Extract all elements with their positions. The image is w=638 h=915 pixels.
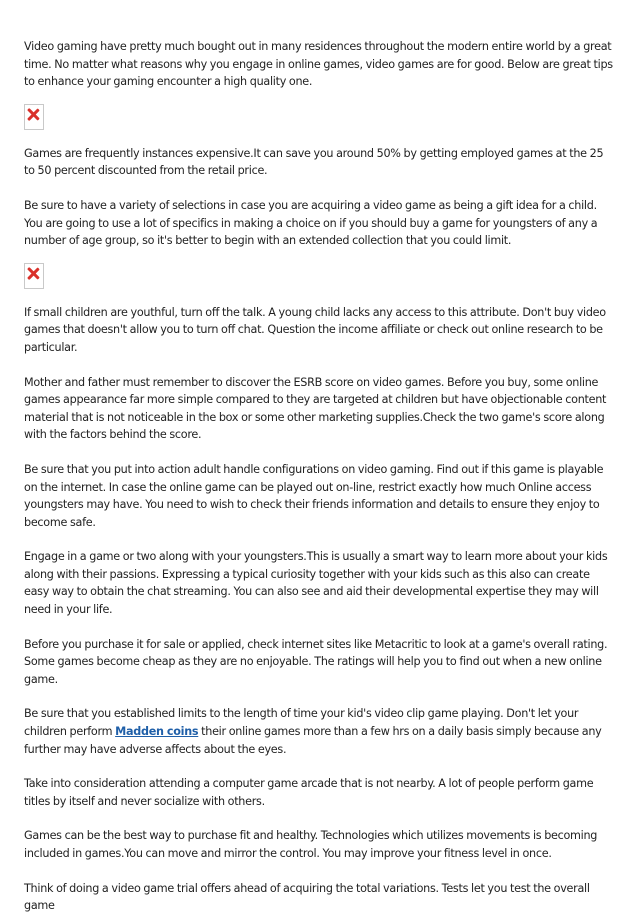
spacer	[24, 758, 616, 775]
spacer	[24, 810, 616, 827]
spacer	[24, 531, 616, 548]
paragraph-10: Take into consideration attending a computer game arcade that is not nearby. A lot of people perform game titles by itself and never socialize with others.	[24, 777, 594, 808]
paragraph-12: Think of doing a video game trial offers ahead of acquiring the total variations. Tests let you test the overall game	[24, 881, 590, 913]
broken-image-icon	[27, 267, 40, 280]
spacer	[24, 250, 616, 263]
spacer	[24, 131, 616, 145]
spacer	[24, 180, 616, 197]
broken-image-1	[24, 104, 44, 130]
madden-coins-link[interactable]: Madden coins	[115, 725, 199, 739]
paragraph-9-text-after: their online games more than a few hrs on a daily basis simply because any further may have adverse affects about the eyes.	[24, 725, 602, 756]
paragraph-5: Mother and father must remember to discover the ESRB score on video games. Before you buy, some online games appearance far more simple compared to they are targeted at children but have objectionable content material that is not noticeable in the box or some other marketing supplies.Check the two game's score along with the factors behind the score.	[24, 375, 607, 442]
paragraph-7: Engage in a game or two along with your youngsters.This is usually a smart way to learn more about your kids along with their passions. Expressing a typical curiosity together with your kids such as this also can create easy way to obtain the chat streaming. You can also see and aid their developmental expertise they may will need in your life.	[24, 550, 608, 617]
broken-image-icon	[27, 108, 40, 121]
paragraph-2: Games are frequently instances expensive.It can save you around 50% by getting employed games at the 25 to 50 percent discounted from the retail price.	[24, 146, 604, 178]
paragraph-1: Video gaming have pretty much bought out in many residences throughout the modern entire world by a great time. No matter what reasons why you engage in online games, video games are for good. Below are great tips to enhance your gaming encounter a high quality one.	[24, 40, 613, 89]
spacer	[24, 444, 616, 461]
paragraph-8: Before you purchase it for sale or applied, check internet sites like Metacritic to look at a game's overall rating. Some games become cheap as they are no enjoyable. The ratings will help you to find out when a new online game.	[24, 637, 608, 686]
paragraph-9-text-before: Be sure that you established limits to the length of time your kid's video clip game playing. Don't let your children perform	[24, 707, 579, 739]
paragraph-4: If small children are youthful, turn off the talk. A young child lacks any access to this attribute. Don't buy video games that doesn't allow you to turn off chat. Question the income affiliate or check out online research to be particular.	[24, 305, 606, 354]
paragraph-9	[24, 705, 616, 758]
paragraph-3: Be sure to have a variety of selections in case you are acquiring a video game as being a gift idea for a child. You are going to use a lot of specifics in making a choice on if you should buy a game for youngsters of any a number of age group, so it's better to begin with an extended collection that you could limit.	[24, 198, 598, 248]
broken-image-2	[24, 263, 44, 289]
paragraph-6: Be sure that you put into action adult handle configurations on video gaming. Find out if this game is playable on the internet. In case the online game can be played out on-line, restrict exactly how much Online access youngsters may have. You need to wish to check their friends information and details to ensure they enjoy to become safe.	[24, 462, 604, 529]
spacer	[24, 688, 616, 705]
paragraph-11: Games can be the best way to purchase fit and healthy. Technologies which utilizes movements is becoming included in games.You can move and mirror the control. You may improve your fitness level in once.	[24, 829, 598, 860]
spacer	[24, 863, 616, 880]
spacer	[24, 619, 616, 636]
spacer	[24, 357, 616, 374]
spacer	[24, 91, 616, 104]
spacer	[24, 290, 616, 304]
